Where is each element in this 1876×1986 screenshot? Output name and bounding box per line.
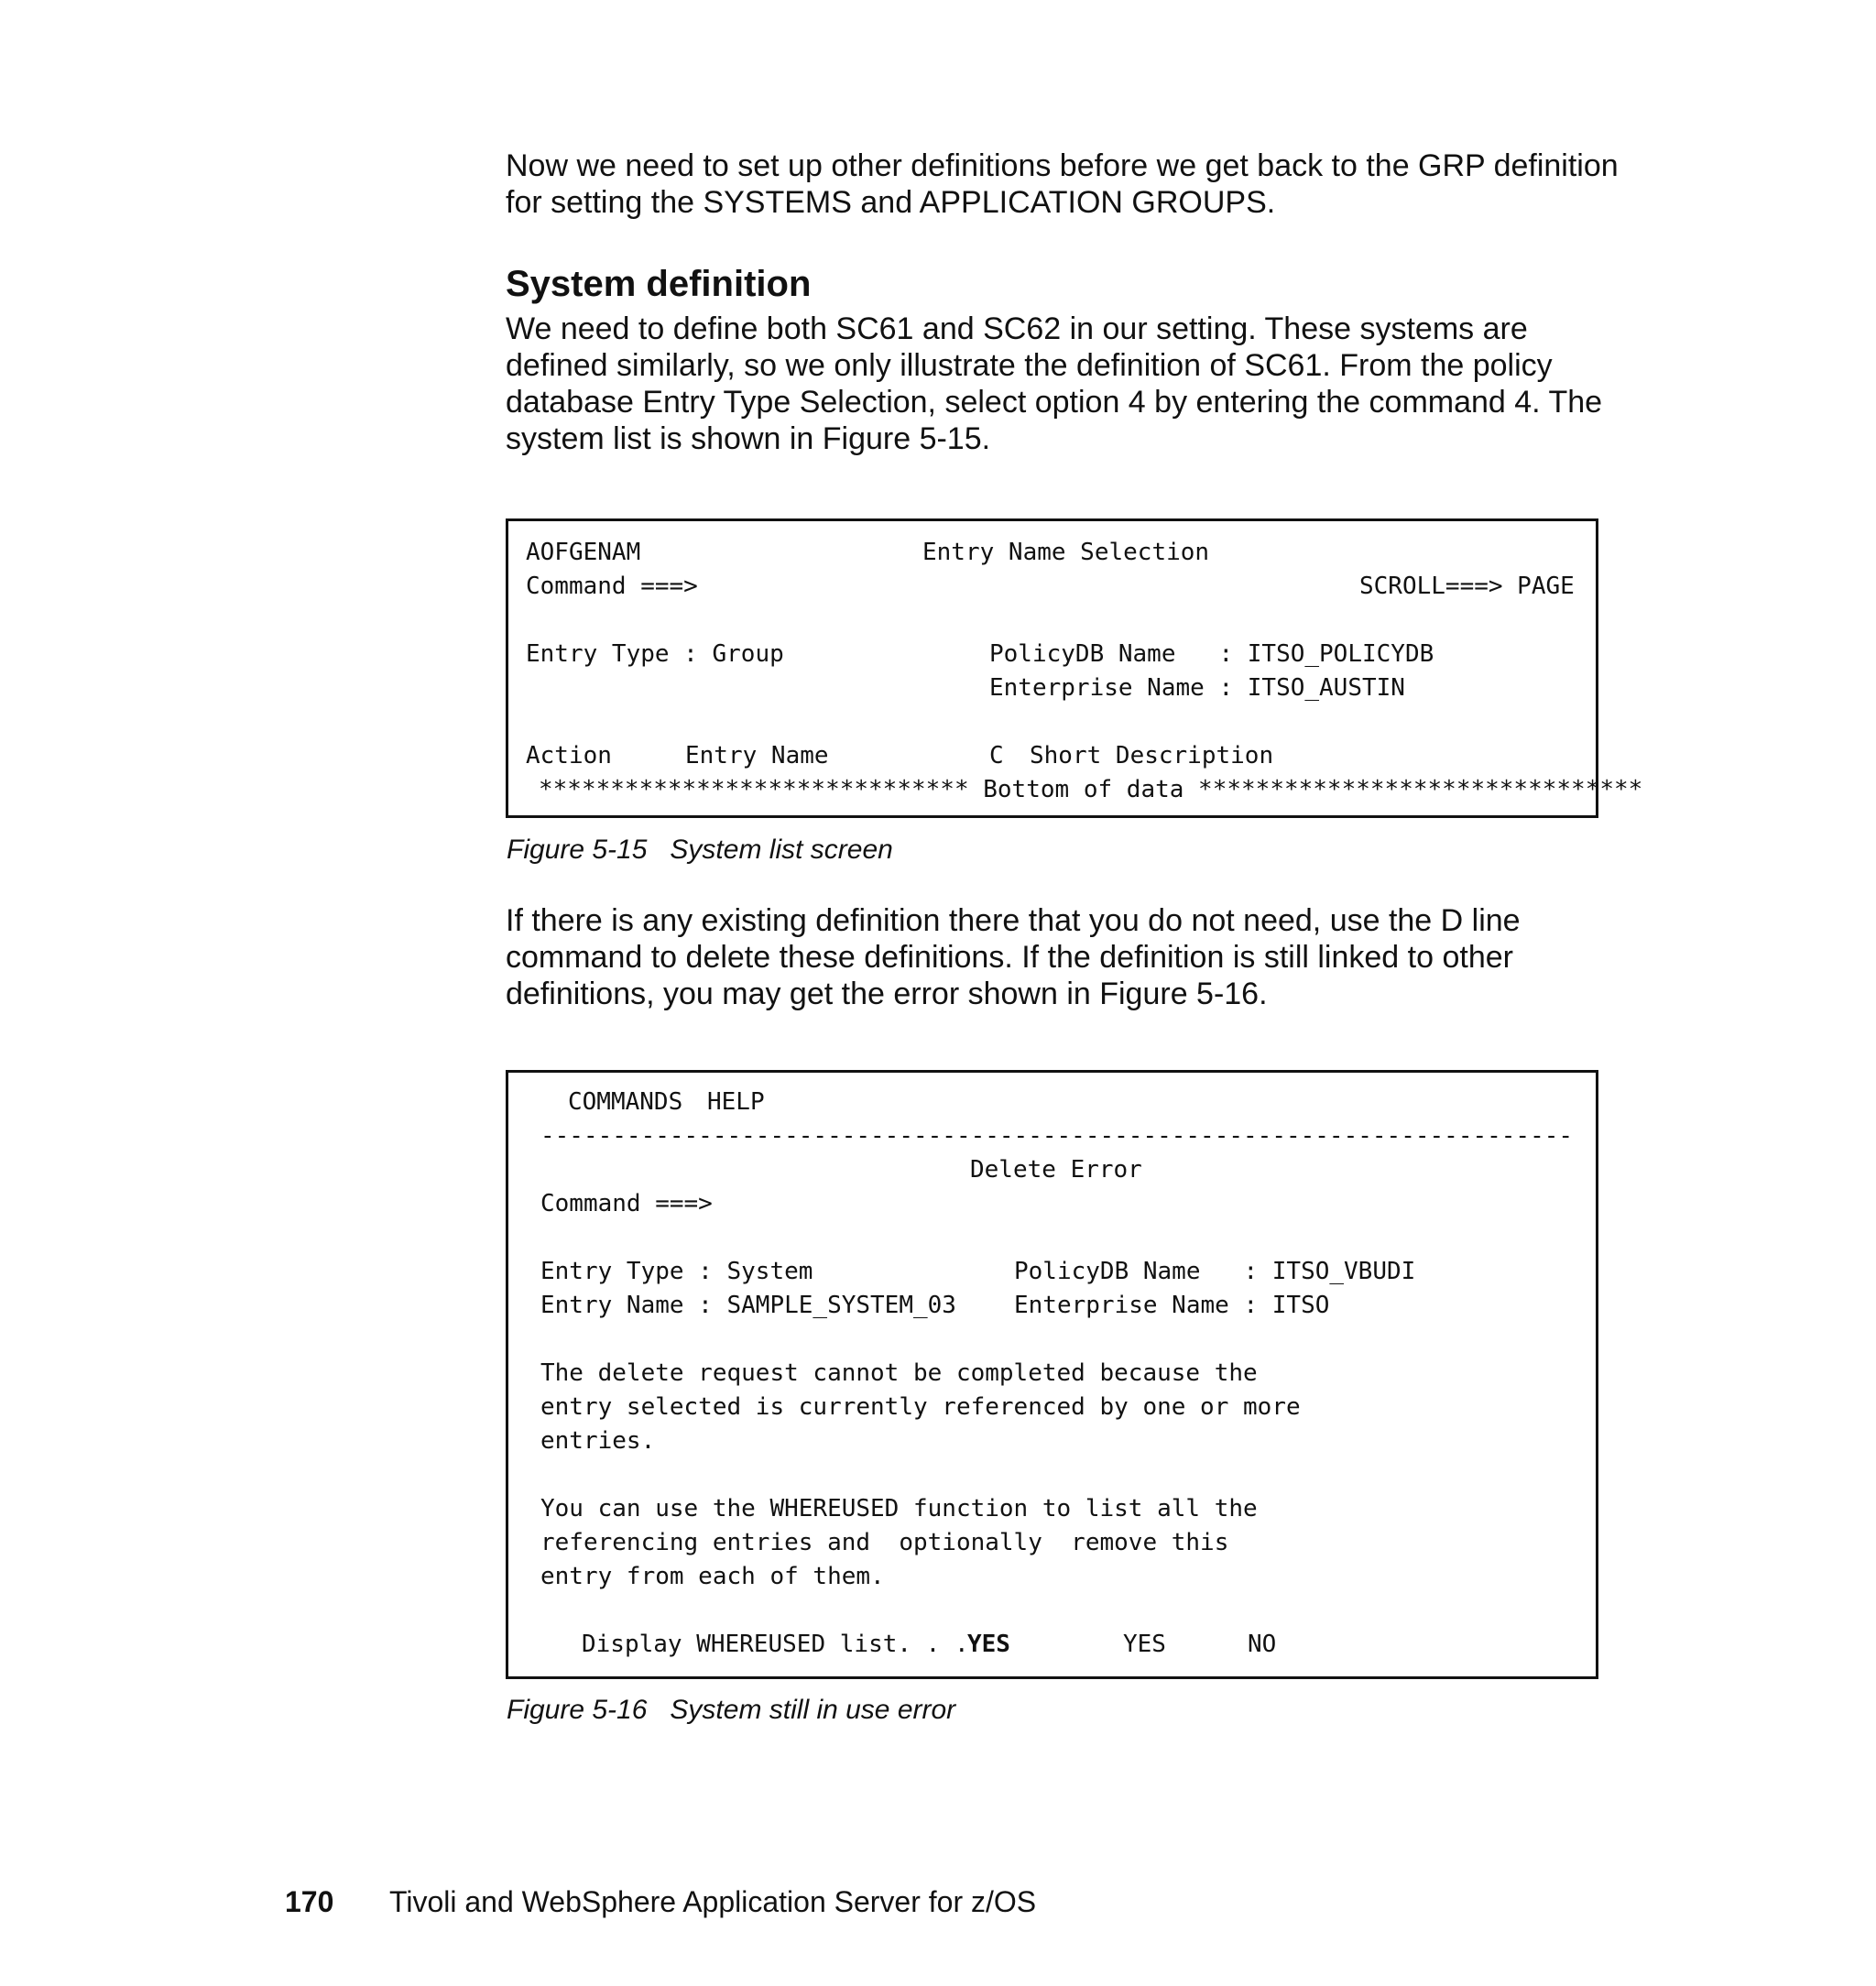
- enterprise-name: Enterprise Name : ITSO_AUSTIN: [989, 674, 1405, 702]
- command-prompt[interactable]: Command ===>: [540, 1190, 713, 1217]
- policydb-name: PolicyDB Name : ITSO_POLICYDB: [989, 640, 1434, 668]
- whereused-input-value[interactable]: YES: [967, 1631, 1010, 1658]
- text-line: for setting the SYSTEMS and APPLICATION GROUPS.: [506, 185, 1276, 220]
- column-header-action: Action: [526, 742, 612, 769]
- whereused-prompt: Display WHEREUSED list. . .: [582, 1631, 969, 1658]
- option-no[interactable]: NO: [1248, 1631, 1277, 1658]
- menu-commands[interactable]: COMMANDS: [568, 1088, 683, 1116]
- text-line: Now we need to set up other definitions before we get back to the GRP definition: [506, 148, 1619, 183]
- figure-caption: Figure 5-15 System list screen: [507, 835, 893, 865]
- text-line: system list is shown in Figure 5-15.: [506, 421, 991, 456]
- delete-error-screen: [506, 1070, 1598, 1679]
- option-yes[interactable]: YES: [1123, 1631, 1166, 1658]
- intro-paragraph: [506, 147, 1619, 221]
- panel-id: AOFGENAM: [526, 539, 641, 566]
- policydb-name: PolicyDB Name : ITSO_VBUDI: [1014, 1258, 1416, 1285]
- dialog-title: Delete Error: [970, 1156, 1142, 1184]
- text-line: We need to define both SC61 and SC62 in our setting. These systems are: [506, 311, 1528, 346]
- entry-type: Entry Type : Group: [526, 640, 784, 668]
- text-line: command to delete these definitions. If the definition is still linked to other: [506, 940, 1513, 975]
- panel-title: Entry Name Selection: [922, 539, 1210, 566]
- page-number: 170: [285, 1885, 334, 1918]
- help-message-line: You can use the WHEREUSED function to list all the: [540, 1495, 1258, 1522]
- text-line: definitions, you may get the error shown in Figure 5-16.: [506, 977, 1268, 1011]
- bottom-of-data-marker: ****************************** Bottom of data *******************************: [539, 776, 1643, 803]
- enterprise-name: Enterprise Name : ITSO: [1014, 1292, 1330, 1319]
- text-line: If there is any existing definition there that you do not need, use the D line: [506, 903, 1521, 938]
- text-line: database Entry Type Selection, select option 4 by entering the command 4. The: [506, 385, 1603, 420]
- column-header-entry-name: Entry Name: [685, 742, 829, 769]
- scroll-setting: SCROLL===> PAGE: [1359, 573, 1575, 600]
- entry-type: Entry Type : System: [540, 1258, 813, 1285]
- entry-name-selection-screen: [506, 518, 1643, 818]
- middle-paragraph: [506, 902, 1605, 1012]
- error-message-line: The delete request cannot be completed because the: [540, 1359, 1258, 1387]
- menu-separator: ------------------------------------------------------------------------: [540, 1122, 1574, 1150]
- column-header-short-description: Short Description: [1030, 742, 1274, 769]
- help-message-line: entry from each of them.: [540, 1563, 885, 1590]
- figure-caption: Figure 5-16 System still in use error: [507, 1695, 956, 1725]
- section-heading: System definition: [506, 264, 812, 304]
- command-prompt[interactable]: Command ===>: [526, 573, 698, 600]
- book-title: Tivoli and WebSphere Application Server for z/OS: [389, 1885, 1037, 1918]
- column-header-c: C: [989, 742, 1004, 769]
- error-message-line: entry selected is currently referenced by one or more: [540, 1393, 1301, 1421]
- error-message-line: entries.: [540, 1427, 656, 1455]
- menu-help[interactable]: HELP: [707, 1088, 765, 1116]
- help-message-line: referencing entries and optionally remove this: [540, 1529, 1229, 1556]
- text-line: defined similarly, so we only illustrate the definition of SC61. From the policy: [506, 348, 1553, 383]
- entry-name: Entry Name : SAMPLE_SYSTEM_03: [540, 1292, 956, 1319]
- section-paragraph: [506, 311, 1605, 457]
